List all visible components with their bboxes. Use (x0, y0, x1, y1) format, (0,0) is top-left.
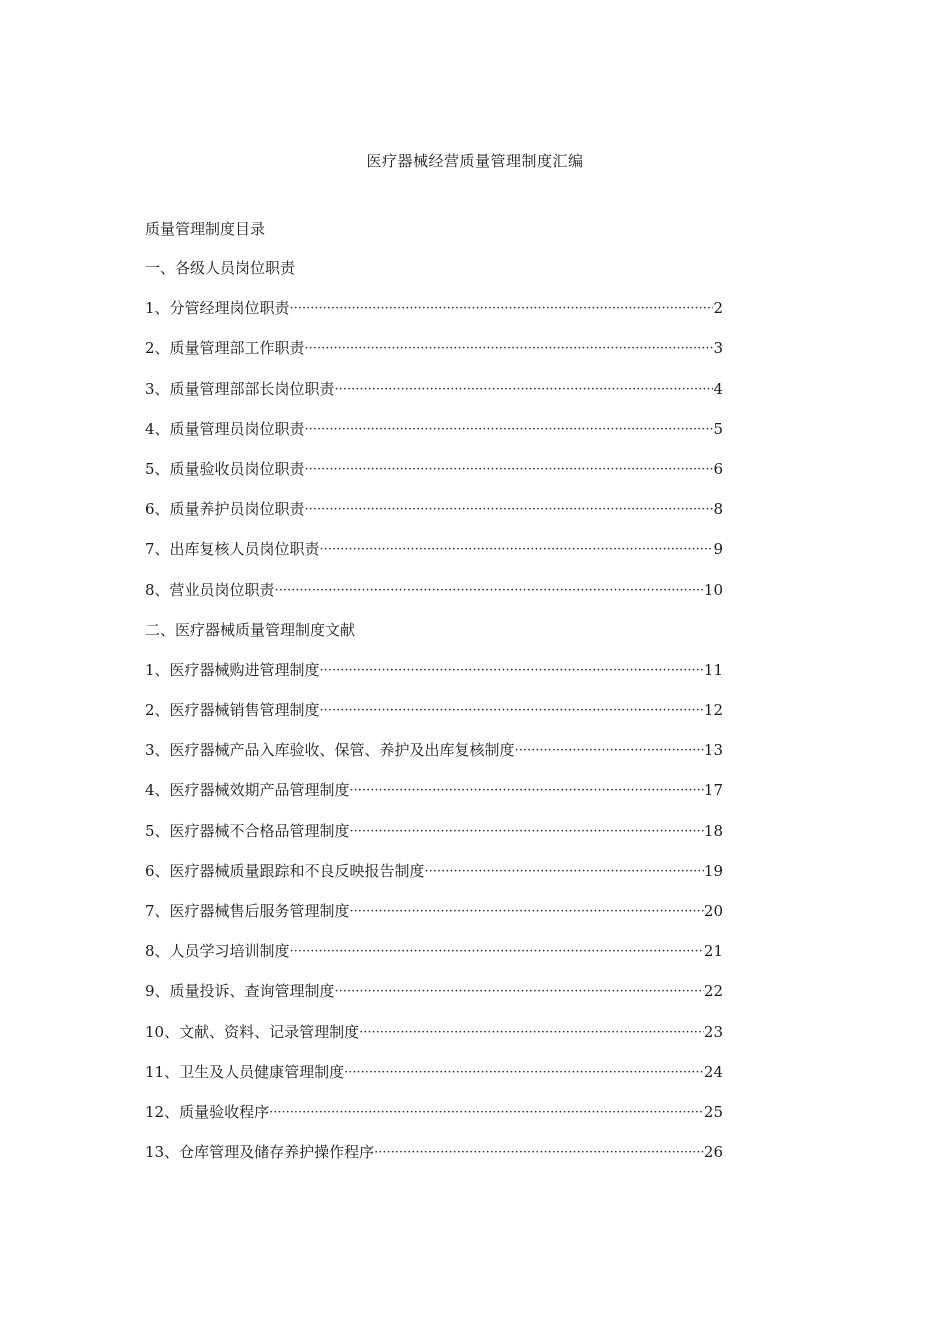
toc-entry[interactable] (145, 1022, 723, 1062)
toc-leader-dots (335, 380, 714, 400)
toc-page-number: 2 (713, 299, 723, 318)
toc-entry[interactable] (145, 459, 723, 499)
toc-entry-label: 7、出库复核人员岗位职责 (145, 540, 320, 559)
toc-leader-dots (374, 1143, 704, 1163)
toc-page-number: 25 (703, 1102, 723, 1121)
toc-page-number: 3 (713, 339, 723, 358)
toc-entry[interactable] (145, 298, 723, 338)
toc-entry-label: 3、质量管理部部长岗位职责 (145, 379, 335, 398)
toc-leader-dots (344, 1063, 704, 1083)
toc-leader-dots (359, 1023, 704, 1043)
toc-page-number: 4 (713, 379, 723, 398)
toc-entry-label: 12、质量验收程序 (145, 1102, 270, 1121)
toc-entry[interactable] (145, 861, 723, 901)
toc-entry-label: 一、各级人员岗位职责 (145, 259, 296, 277)
toc-entry-label: 二、医疗器械质量管理制度文献 (145, 620, 356, 639)
toc-page-number: 21 (703, 942, 723, 961)
toc-entry-label: 1、医疗器械购进管理制度 (145, 660, 320, 679)
toc-entry[interactable] (145, 660, 723, 700)
toc-entry[interactable] (145, 780, 723, 820)
toc-entry-label: 4、质量管理员岗位职责 (145, 419, 305, 438)
toc-page-number: 10 (703, 580, 723, 599)
toc-leader-dots (290, 942, 704, 962)
toc-section-heading (145, 258, 723, 298)
toc-entry[interactable] (145, 1142, 723, 1182)
toc-entry[interactable] (145, 700, 723, 740)
toc-entry[interactable] (145, 901, 723, 941)
toc-entry-label: 11、卫生及人员健康管理制度 (145, 1062, 345, 1081)
toc-entry[interactable] (145, 1062, 723, 1102)
toc-page-number: 5 (713, 419, 723, 438)
toc-entry[interactable] (145, 941, 723, 981)
toc-entry[interactable] (145, 580, 723, 620)
toc-entry[interactable] (145, 740, 723, 780)
toc-entry-label: 10、文献、资料、记录管理制度 (145, 1022, 360, 1041)
toc-page-number: 18 (703, 821, 723, 840)
toc-entry-label: 3、医疗器械产品入库验收、保管、养护及出库复核制度 (145, 741, 515, 760)
toc-leader-dots (350, 902, 704, 922)
toc-leader-dots (335, 982, 704, 1002)
toc-page-number: 11 (703, 660, 723, 679)
toc-leader-dots (320, 661, 704, 681)
toc-leader-dots (305, 500, 714, 520)
toc-page-number: 22 (703, 982, 723, 1001)
toc-leader-dots (305, 339, 714, 359)
toc-page-number: 9 (713, 540, 723, 559)
toc-entry[interactable] (145, 821, 723, 861)
toc-entry-label: 6、医疗器械质量跟踪和不良反映报告制度 (145, 861, 425, 880)
toc-leader-dots (305, 420, 714, 440)
toc-page-number: 19 (703, 861, 723, 880)
toc-page-number: 26 (703, 1143, 723, 1162)
toc-entry-label: 4、医疗器械效期产品管理制度 (145, 781, 350, 800)
toc-page-number: 13 (703, 741, 723, 760)
toc-leader-dots (290, 299, 714, 319)
toc-section-heading (145, 620, 723, 660)
toc-entry[interactable] (145, 338, 723, 378)
toc-entry-label: 8、营业员岗位职责 (145, 580, 275, 599)
toc-entry-label: 9、质量投诉、查询管理制度 (145, 982, 335, 1001)
toc-heading: 质量管理制度目录 (145, 220, 266, 238)
toc-leader-dots (320, 701, 704, 721)
toc-entry[interactable] (145, 379, 723, 419)
toc-entry-label: 13、仓库管理及储存养护操作程序 (145, 1143, 375, 1162)
toc-leader-dots (275, 581, 704, 601)
toc-entry-label: 5、质量验收员岗位职责 (145, 459, 305, 478)
toc-leader-dots (269, 1103, 704, 1123)
toc-entry[interactable] (145, 539, 723, 579)
toc-entry[interactable] (145, 419, 723, 459)
toc-entry[interactable] (145, 499, 723, 539)
toc-entry-label: 8、人员学习培训制度 (145, 942, 290, 961)
toc-entry-label: 5、医疗器械不合格品管理制度 (145, 821, 350, 840)
toc-page-number: 12 (703, 701, 723, 720)
toc-entry[interactable] (145, 981, 723, 1021)
document-title: 医疗器械经营质量管理制度汇编 (366, 152, 584, 170)
toc-page-number: 24 (703, 1062, 723, 1081)
toc-leader-dots (515, 741, 704, 761)
toc-page-number: 20 (703, 902, 723, 920)
toc-page-number: 17 (703, 781, 723, 800)
toc-leader-dots (425, 862, 704, 882)
toc-entry-label: 6、质量养护员岗位职责 (145, 500, 305, 519)
table-of-contents (145, 258, 723, 1182)
toc-leader-dots (305, 460, 714, 480)
toc-entry[interactable] (145, 1102, 723, 1142)
toc-page-number: 6 (713, 459, 723, 478)
toc-entry-label: 1、分管经理岗位职责 (145, 299, 290, 318)
toc-entry-label: 2、医疗器械销售管理制度 (145, 701, 320, 720)
toc-page-number: 23 (703, 1022, 723, 1041)
toc-leader-dots (320, 540, 714, 560)
toc-leader-dots (350, 822, 704, 842)
toc-leader-dots (350, 781, 704, 801)
toc-page-number: 8 (713, 500, 723, 519)
toc-entry-label: 7、医疗器械售后服务管理制度 (145, 902, 350, 920)
toc-entry-label: 2、质量管理部工作职责 (145, 339, 305, 358)
